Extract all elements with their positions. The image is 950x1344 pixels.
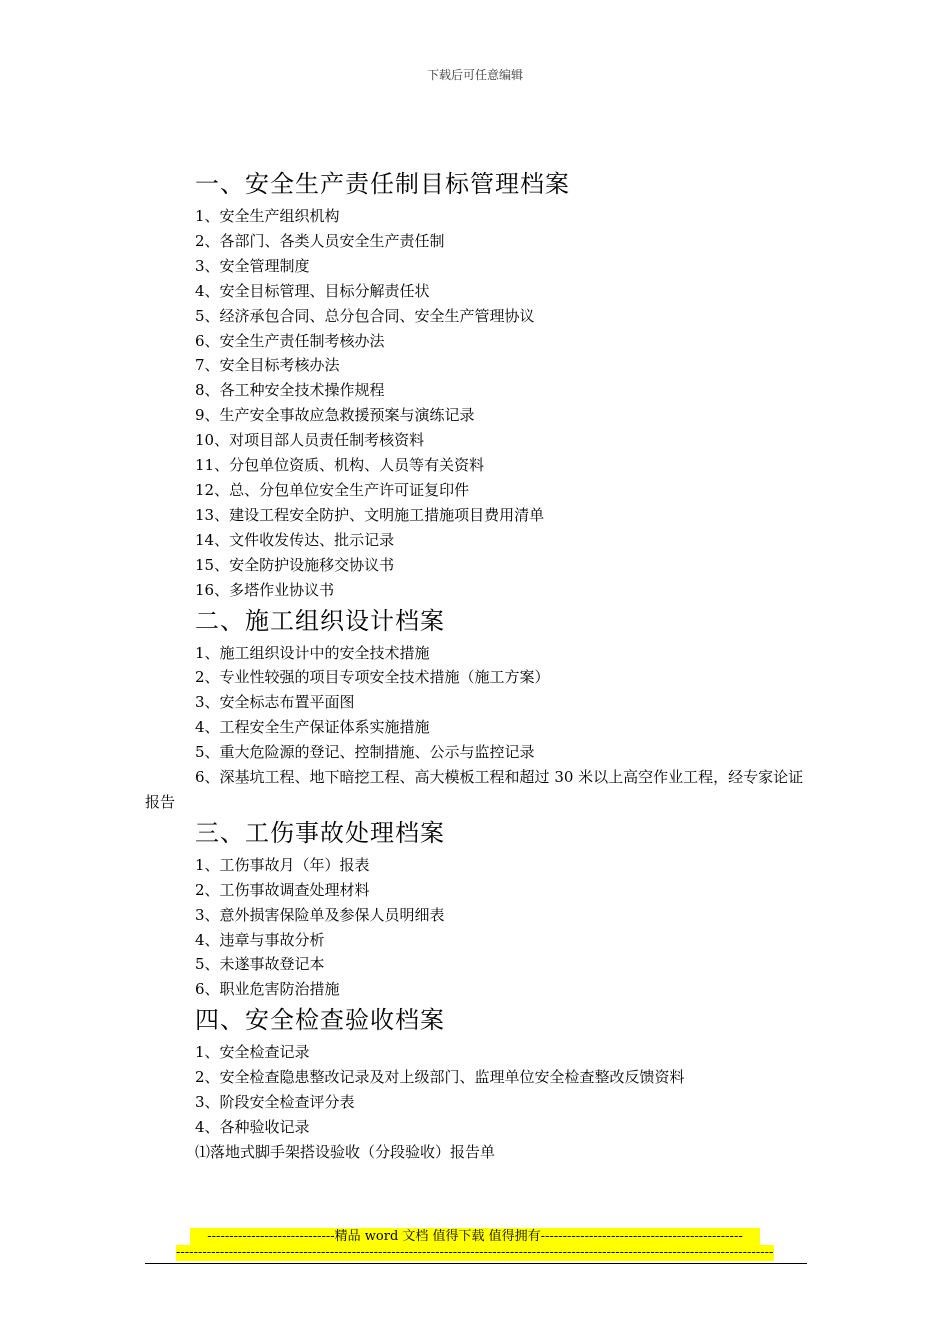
footer-dash-line: ---------------------------------------------------------------------------------------------------------------------------------------- (176, 1245, 774, 1260)
list-item: 13、建设工程安全防护、文明施工措施项目费用清单 (195, 505, 545, 524)
list-item: 1、工伤事故月（年）报表 (195, 855, 370, 874)
list-item: 1、安全检查记录 (195, 1043, 310, 1062)
list-item: 15、安全防护设施移交协议书 (195, 555, 395, 574)
list-item: 10、对项目部人员责任制考核资料 (195, 431, 425, 450)
list-item: 3、阶段安全检查评分表 (195, 1093, 355, 1112)
list-item: 6、深基坑工程、地下暗挖工程、高大模板工程和超过 30 米以上高空作业工程，经专家论证报告 (145, 768, 804, 811)
list-item: 6、职业危害防治措施 (195, 980, 340, 999)
list-item: 9、生产安全事故应急救援预案与演练记录 (195, 406, 475, 425)
list-item: 8、各工种安全技术操作规程 (195, 381, 385, 400)
list-item: 11、分包单位资质、机构、人员等有关资料 (195, 456, 485, 475)
section-title-2: 二、施工组织设计档案 (195, 606, 445, 635)
header-note: 下载后可任意编辑 (426, 68, 523, 82)
list-item: 1、施工组织设计中的安全技术措施 (195, 643, 430, 662)
section-title-3: 三、工伤事故处理档案 (195, 818, 445, 847)
list-item: 5、经济承包合同、总分包合同、安全生产管理协议 (195, 306, 535, 325)
list-item: 4、安全目标管理、目标分解责任状 (195, 281, 430, 300)
footer-banner: -----------------------------精品 word 文档 值得下载 值得拥有---------------------------------------------- (190, 1228, 760, 1245)
section-title-4: 四、安全检查验收档案 (195, 1006, 445, 1035)
list-item: 2、安全检查隐患整改记录及对上级部门、监理单位安全检查整改反馈资料 (195, 1068, 685, 1087)
list-item: 3、安全标志布置平面图 (195, 693, 355, 712)
list-item: 2、各部门、各类人员安全生产责任制 (195, 231, 445, 250)
footer-divider (145, 1263, 807, 1264)
list-item: 16、多塔作业协议书 (195, 580, 335, 599)
list-item: ⑴落地式脚手架搭设验收（分段验收）报告单 (195, 1142, 496, 1161)
list-item: 5、未遂事故登记本 (195, 955, 325, 974)
section-title-1: 一、安全生产责任制目标管理档案 (195, 170, 570, 198)
list-item: 3、意外损害保险单及参保人员明细表 (195, 905, 445, 924)
document-body (145, 166, 810, 1165)
list-item: 2、工伤事故调查处理材料 (195, 880, 370, 899)
list-item: 7、安全目标考核办法 (195, 356, 340, 375)
list-item: 4、工程安全生产保证体系实施措施 (195, 718, 430, 737)
list-item: 12、总、分包单位安全生产许可证复印件 (195, 480, 470, 499)
list-item: 4、违章与事故分析 (195, 930, 325, 949)
list-item: 14、文件收发传达、批示记录 (195, 530, 395, 549)
list-item: 1、安全生产组织机构 (195, 207, 340, 225)
list-item: 4、各种验收记录 (195, 1118, 310, 1136)
list-item: 6、安全生产责任制考核办法 (195, 331, 385, 350)
list-item: 3、安全管理制度 (195, 256, 310, 275)
list-item: 2、专业性较强的项目专项安全技术措施（施工方案） (195, 668, 550, 687)
list-item: 5、重大危险源的登记、控制措施、公示与监控记录 (195, 743, 535, 762)
